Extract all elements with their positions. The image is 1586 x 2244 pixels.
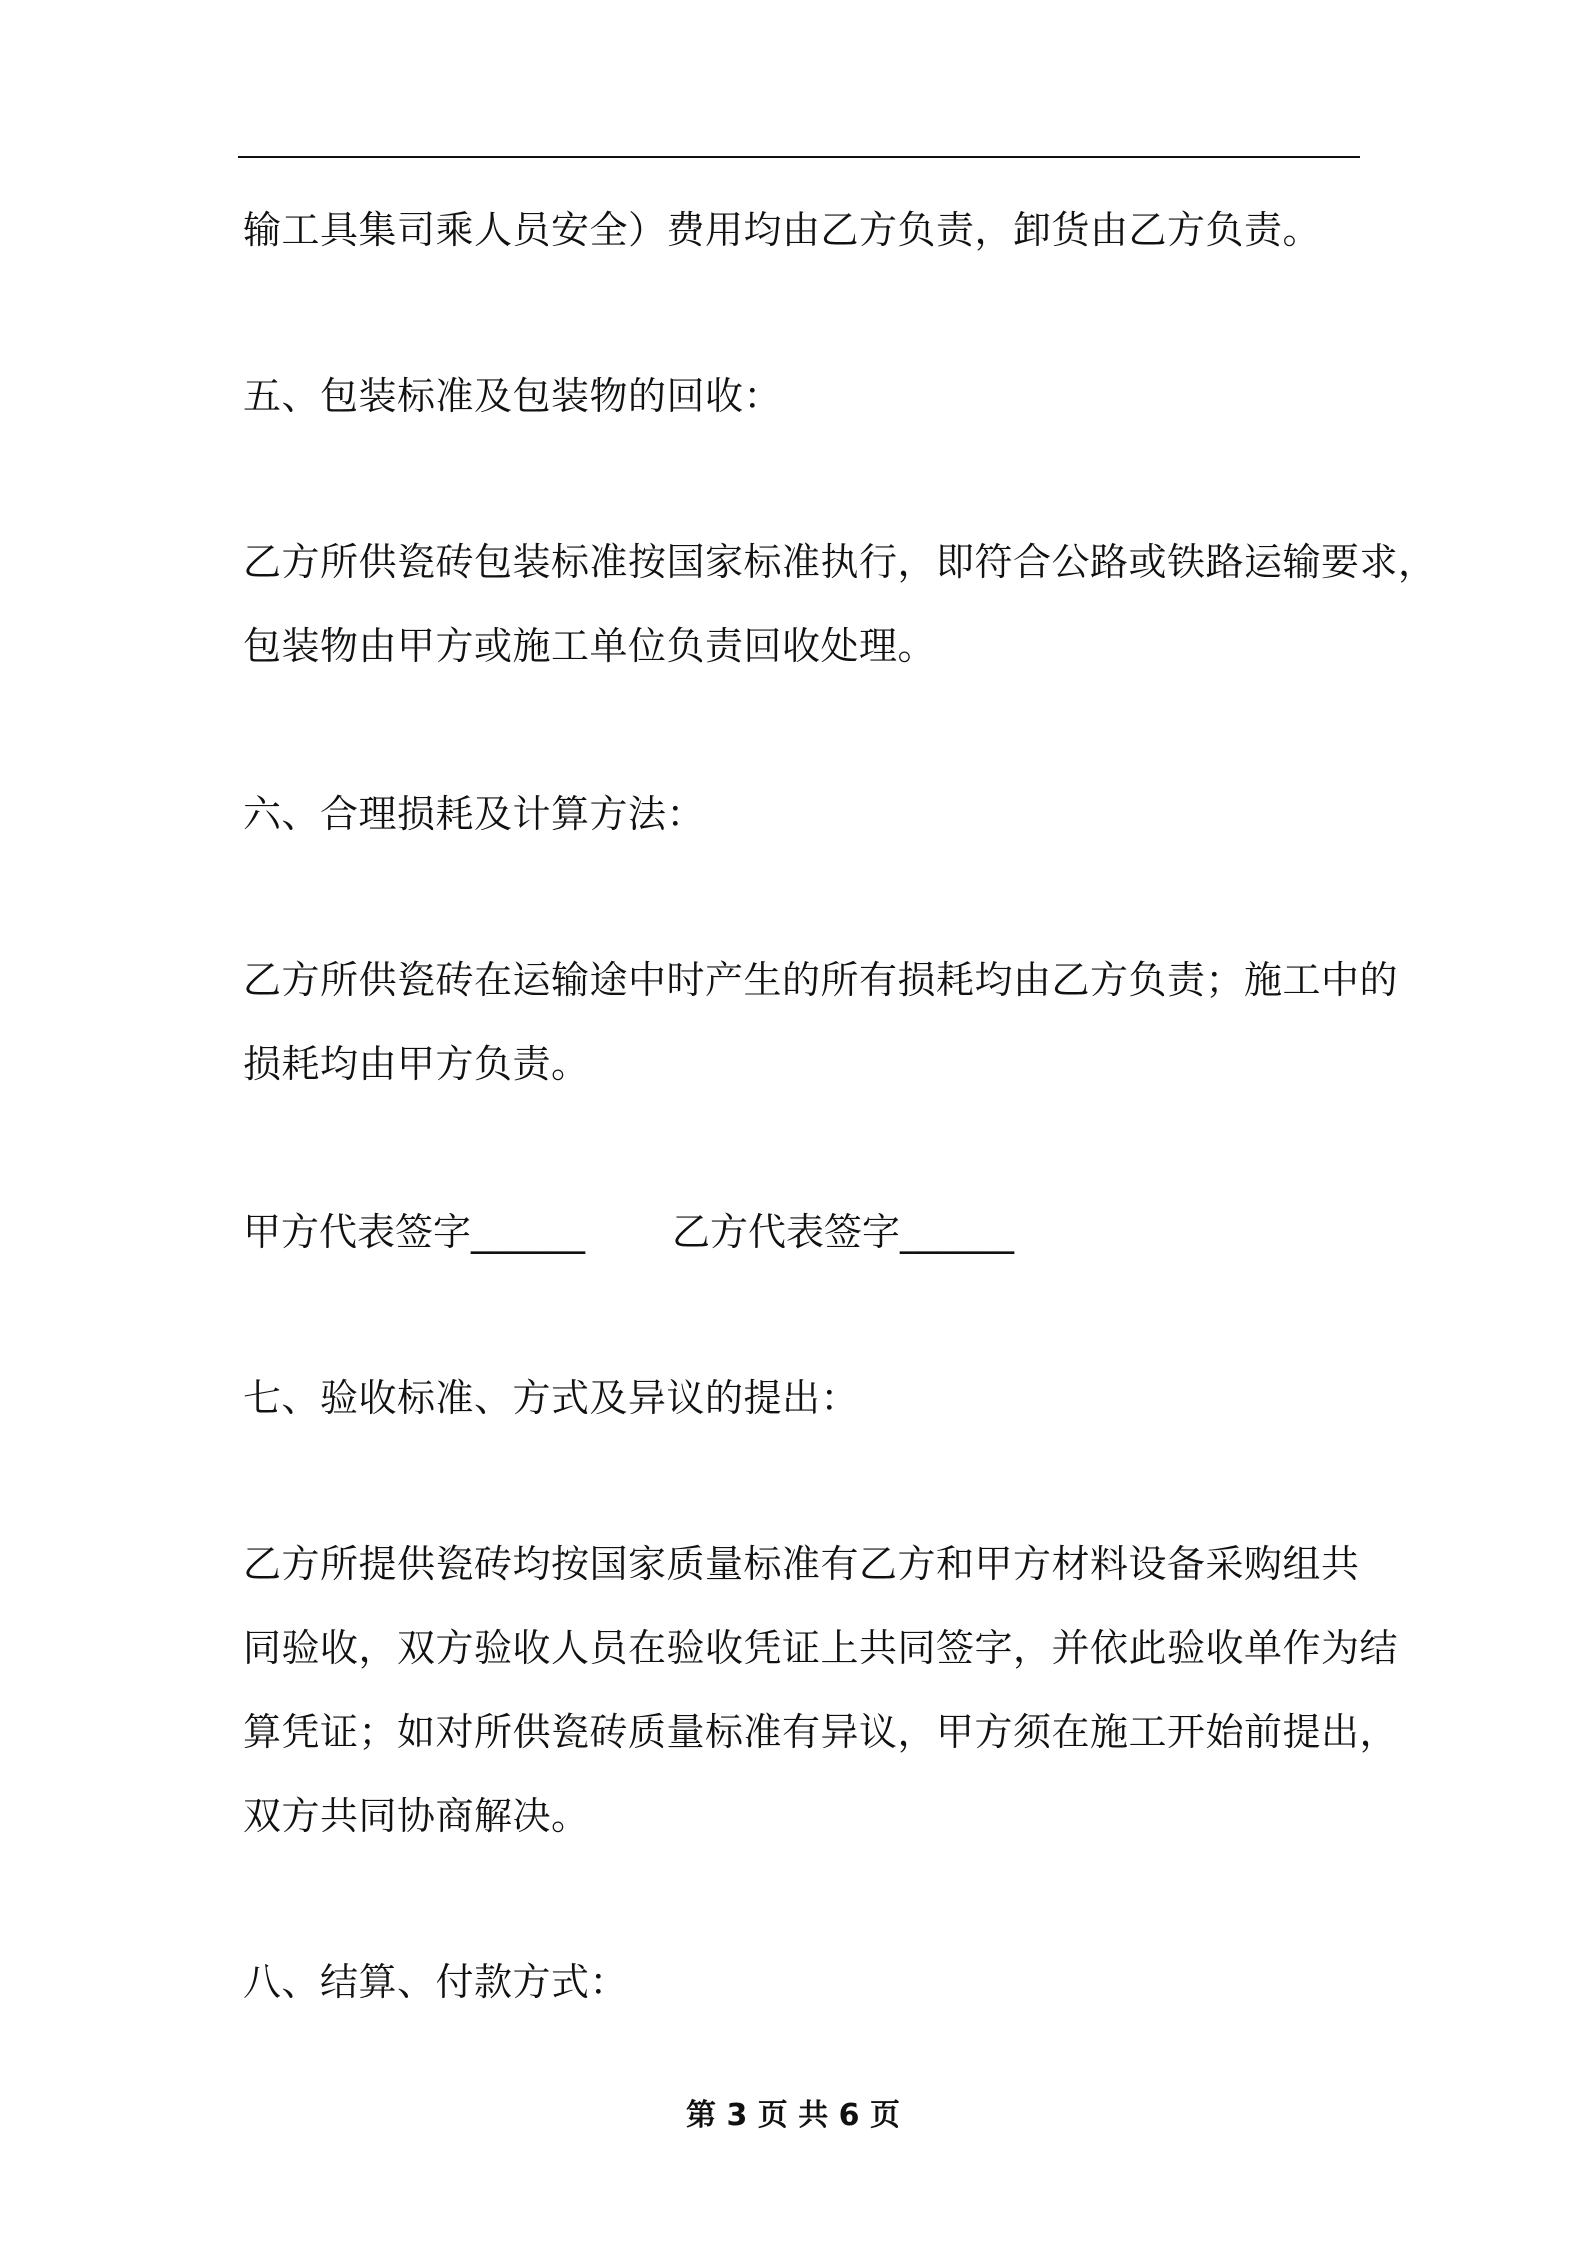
paragraph-line: 算凭证；如对所供瓷砖质量标准有异议，甲方须在施工开始前提出，: [243, 1710, 1399, 1754]
section-heading-7: 七、验收标准、方式及异议的提出：: [243, 1376, 860, 1420]
paragraph-line: 同验收，双方验收人员在验收凭证上共同签字，并依此验收单作为结: [243, 1626, 1399, 1670]
paragraph-line: 双方共同协商解决。: [243, 1794, 590, 1838]
paragraph-line: 损耗均由甲方负责。: [243, 1042, 590, 1086]
page-number: 第 3 页 共 6 页: [686, 2098, 900, 2133]
paragraph-line: 乙方所供瓷砖在运输途中时产生的所有损耗均由乙方负责；施工中的: [243, 958, 1399, 1002]
section-heading-6: 六、合理损耗及计算方法：: [243, 792, 706, 836]
paragraph-line: 乙方所供瓷砖包装标准按国家标准执行，即符合公路或铁路运输要求，: [243, 540, 1437, 584]
party-a-signature: 甲方代表签字______: [243, 1210, 586, 1254]
section-heading-5: 五、包装标准及包装物的回收：: [243, 374, 783, 418]
paragraph-line: 乙方所提供瓷砖均按国家质量标准有乙方和甲方材料设备采购组共: [243, 1542, 1360, 1586]
section-heading-8: 八、结算、付款方式：: [243, 1960, 629, 2004]
header-rule: [238, 156, 1360, 158]
paragraph-line: 包装物由甲方或施工单位负责回收处理。: [243, 624, 937, 668]
party-b-signature: 乙方代表签字______: [672, 1210, 1015, 1254]
paragraph-line: 输工具集司乘人员安全）费用均由乙方负责，卸货由乙方负责。: [243, 208, 1322, 252]
